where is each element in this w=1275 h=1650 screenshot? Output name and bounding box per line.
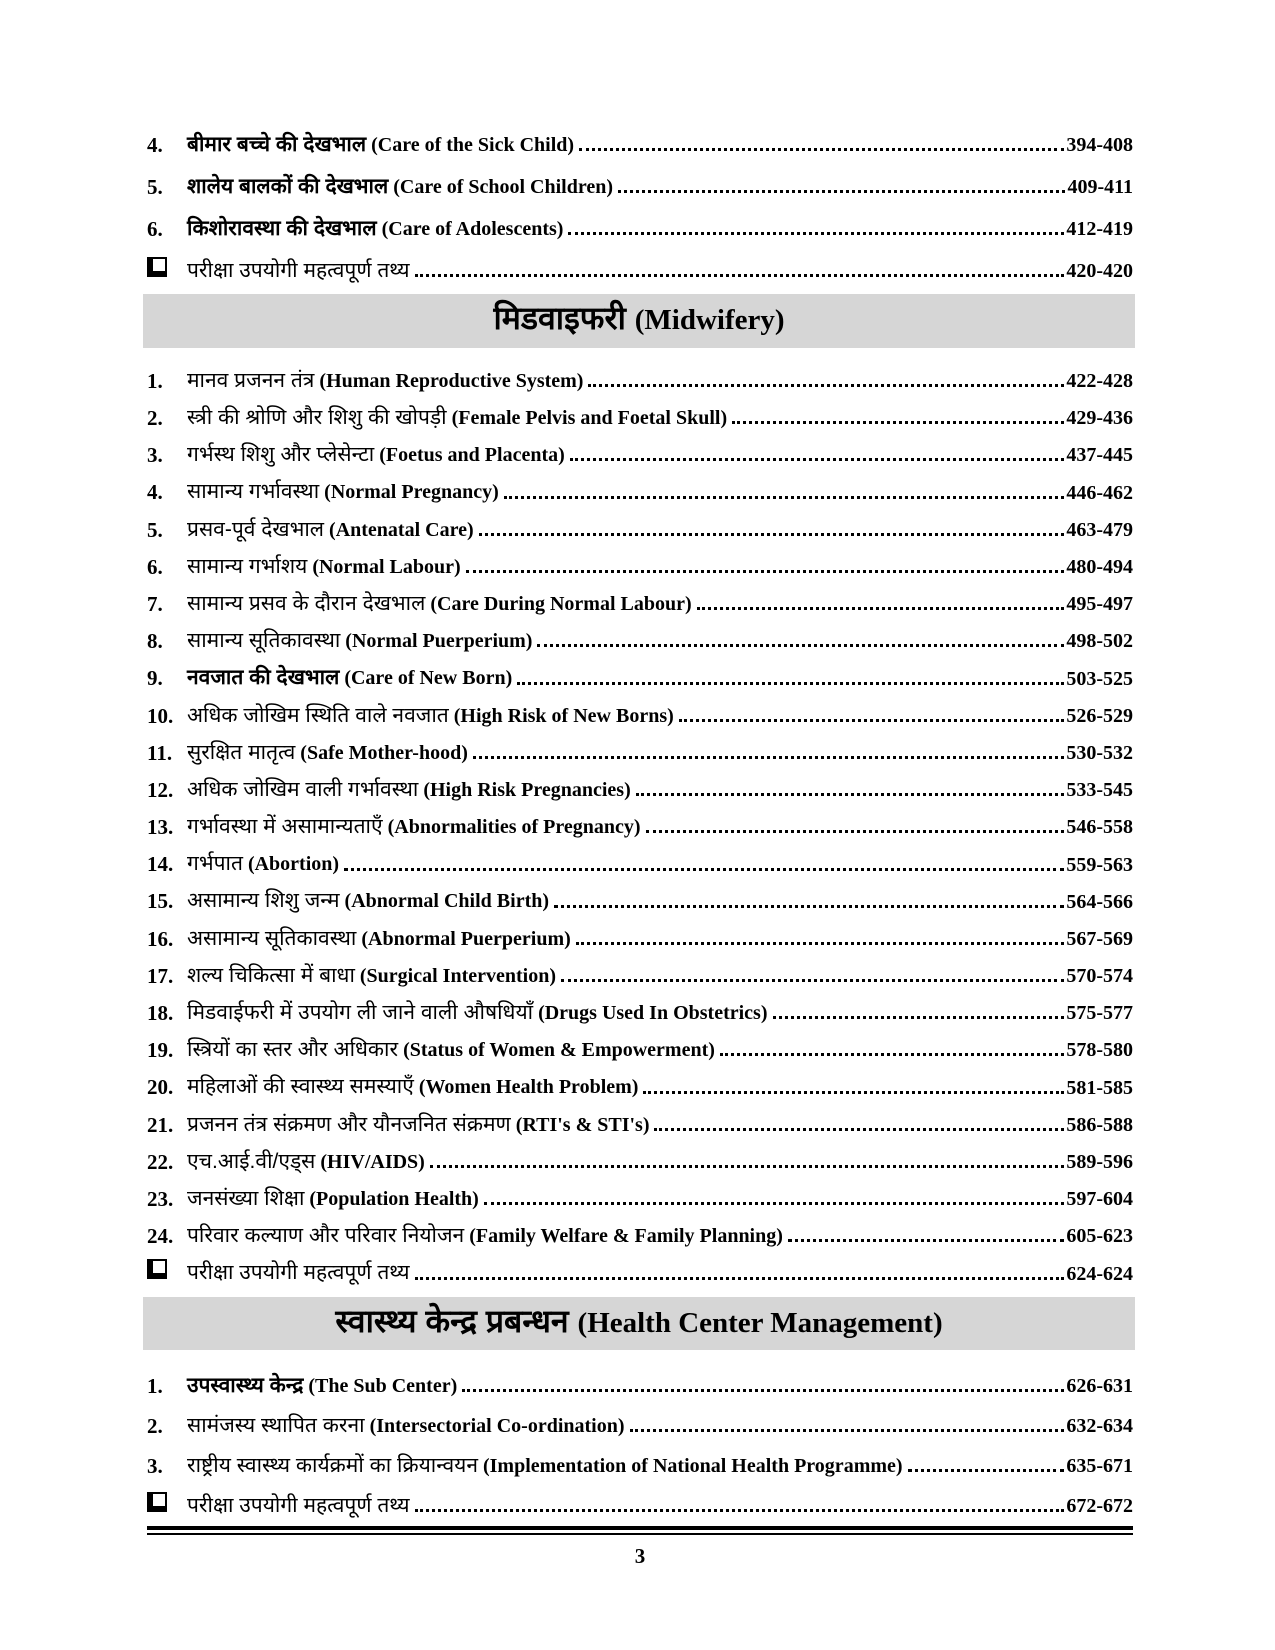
toc-item-title xyxy=(187,628,532,654)
page-range: 575-577 xyxy=(1066,1002,1133,1025)
toc-item-number: 4. xyxy=(147,132,163,157)
toc-item-title-hindi: सामान्य सूतिकावस्था xyxy=(187,629,341,653)
toc-item-title xyxy=(187,517,474,543)
dot-leader xyxy=(462,1389,1064,1392)
dot-leader xyxy=(570,458,1065,461)
toc-item-title xyxy=(187,777,631,803)
toc-row xyxy=(147,357,1133,394)
page-range: 495-497 xyxy=(1066,593,1133,616)
toc-item-title-hindi: गर्भस्थ शिशु और प्लेसेन्टा xyxy=(187,443,375,467)
toc-item-number: 2. xyxy=(147,1414,163,1439)
toc-row xyxy=(147,394,1133,431)
dot-leader xyxy=(568,232,1064,235)
toc-item-number: 18. xyxy=(147,1001,174,1026)
toc-item-title-english: (Surgical Intervention) xyxy=(354,964,556,987)
toc-item-title-english: (Implementation of National Health Programme) xyxy=(477,1455,903,1478)
dot-leader xyxy=(554,905,1064,908)
toc-item-title-hindi: बीमार बच्चे की देखभाल xyxy=(187,132,367,156)
toc-item-number: 24. xyxy=(147,1224,174,1249)
toc-item-title xyxy=(187,554,461,580)
page-range: 581-585 xyxy=(1066,1076,1133,1099)
toc-item-title-hindi: प्रसव-पूर्व देखभाल xyxy=(187,517,325,541)
toc-item-title-hindi: परीक्षा उपयोगी महत्वपूर्ण तथ्य xyxy=(187,258,410,282)
toc-item-title-english: (RTI's & STI's) xyxy=(510,1113,650,1136)
toc-item-title xyxy=(187,926,571,952)
toc-item-number: 20. xyxy=(147,1075,174,1100)
page-range: 420-420 xyxy=(1066,260,1133,282)
section-header-band xyxy=(143,1297,1135,1351)
dot-leader xyxy=(479,533,1065,536)
toc-row xyxy=(147,840,1133,877)
toc-row xyxy=(147,158,1133,200)
toc-item-title-english: (Status of Women & Empowerment) xyxy=(398,1039,715,1062)
page-range: 530-532 xyxy=(1066,741,1133,764)
toc-bullet-cell xyxy=(147,1492,187,1519)
dot-leader xyxy=(517,682,1064,685)
page-range: 526-529 xyxy=(1066,704,1133,727)
dot-leader xyxy=(473,756,1064,759)
toc-item-number: 21. xyxy=(147,1112,174,1137)
toc-row xyxy=(147,1026,1133,1063)
toc-item-title-english: (Drugs Used In Obstetrics) xyxy=(533,1002,768,1025)
page-range: 437-445 xyxy=(1066,444,1133,467)
toc-item-title xyxy=(187,1149,425,1175)
dot-leader xyxy=(537,644,1064,647)
toc-item-number: 2. xyxy=(147,406,163,431)
toc-section xyxy=(147,116,1133,284)
toc-item-title xyxy=(187,132,574,158)
toc-item-title-hindi: अधिक जोखिम वाली गर्भावस्था xyxy=(187,777,419,801)
page-range: 635-671 xyxy=(1066,1455,1133,1478)
toc-item-title xyxy=(187,851,339,877)
section-header-band xyxy=(143,294,1135,348)
toc-item-title-hindi: असामान्य सूतिकावस्था xyxy=(187,926,357,950)
toc-item-title-hindi: राष्ट्रीय स्वास्थ्य कार्यक्रमों का क्रियान्वयन xyxy=(187,1454,478,1478)
toc-item-title-hindi: किशोरावस्था की देखभाल xyxy=(187,216,377,240)
toc-row xyxy=(147,617,1133,654)
dot-leader xyxy=(732,421,1064,424)
toc-item-number: 3. xyxy=(147,1454,163,1479)
toc-item-number: 6. xyxy=(147,216,163,241)
toc-item-title xyxy=(187,405,727,431)
toc-item-title xyxy=(187,1223,783,1249)
page-range: 503-525 xyxy=(1066,667,1133,690)
toc-row xyxy=(147,468,1133,505)
checkbox-square-icon xyxy=(147,1492,167,1512)
toc-item-title-english: (HIV/AIDS) xyxy=(315,1150,425,1173)
toc-item-title-hindi: गर्भावस्था में असामान्यताएँ xyxy=(187,815,383,839)
dot-leader xyxy=(773,1016,1065,1019)
toc-row xyxy=(147,729,1133,766)
toc-item-number: 12. xyxy=(147,777,174,802)
toc-row xyxy=(147,1063,1133,1100)
toc-item-title-hindi: परीक्षा उपयोगी महत्वपूर्ण तथ्य xyxy=(187,1494,410,1518)
page-range: 446-462 xyxy=(1066,481,1133,504)
toc-item-title-english: (Intersectorial Co-ordination) xyxy=(364,1415,625,1438)
page-range: 570-574 xyxy=(1066,965,1133,988)
toc-row xyxy=(147,1212,1133,1249)
toc-item-title-english: (Care of School Children) xyxy=(388,175,614,198)
toc-item-title-hindi: शालेय बालकों की देखभाल xyxy=(187,174,389,198)
section-title-english: (Midwifery) xyxy=(634,304,785,336)
dot-leader xyxy=(654,1128,1064,1131)
toc-item-title xyxy=(187,814,641,840)
dot-leader xyxy=(697,607,1065,610)
toc-row xyxy=(147,1175,1133,1212)
toc-item-title-hindi: महिलाओं की स्वास्थ्य समस्याएँ xyxy=(187,1075,414,1099)
toc-item-title-english: (Women Health Problem) xyxy=(413,1076,639,1099)
toc-item-number: 10. xyxy=(147,703,174,728)
toc-item-number: 15. xyxy=(147,889,174,914)
toc-item-title xyxy=(187,740,468,766)
toc-item-title-english: (Care of New Born) xyxy=(339,667,513,690)
toc-item-title xyxy=(187,1112,649,1138)
toc-item-title-hindi: नवजात की देखभाल xyxy=(187,666,340,690)
toc-item-number: 3. xyxy=(147,443,163,468)
toc-item-title-hindi: मिडवाईफरी में उपयोग ली जाने वाली औषधियाँ xyxy=(187,1001,534,1025)
toc-item-number: 5. xyxy=(147,517,163,542)
toc-row xyxy=(147,1101,1133,1138)
toc-item-number: 7. xyxy=(147,591,163,616)
toc-item-number: 6. xyxy=(147,554,163,579)
toc-item-title xyxy=(187,1074,638,1100)
toc-item-title-english: (Population Health) xyxy=(304,1187,479,1210)
page-number: 3 xyxy=(634,1544,646,1569)
page-range: 480-494 xyxy=(1066,556,1133,579)
toc-item-title xyxy=(187,703,674,729)
toc-row xyxy=(147,803,1133,840)
dot-leader xyxy=(561,979,1064,982)
dot-leader xyxy=(618,190,1065,193)
dot-leader xyxy=(579,148,1064,151)
toc-item-title-hindi: सामान्य गर्भाशय xyxy=(187,554,308,578)
toc-item-title-hindi: एच.आई.वी/एड्स xyxy=(187,1149,316,1173)
dot-leader xyxy=(466,570,1065,573)
toc-item-title-english: (High Risk of New Borns) xyxy=(448,704,674,727)
page-range: 409-411 xyxy=(1067,176,1133,198)
toc-item-title xyxy=(187,258,410,284)
toc-item-title-english: (Abnormal Child Birth) xyxy=(339,890,550,913)
dot-leader xyxy=(588,384,1064,387)
page-range: 626-631 xyxy=(1066,1375,1133,1398)
toc-item-title-hindi: परीक्षा उपयोगी महत्वपूर्ण तथ्य xyxy=(187,1261,410,1285)
toc-content xyxy=(147,116,1133,1519)
dot-leader xyxy=(415,1277,1065,1280)
page-range: 533-545 xyxy=(1066,779,1133,802)
toc-item-title-hindi: मानव प्रजनन तंत्र xyxy=(187,368,315,392)
toc-row xyxy=(147,915,1133,952)
dot-leader xyxy=(788,1239,1064,1242)
toc-row xyxy=(147,654,1133,691)
toc-item-title-hindi: शल्य चिकित्सा में बाधा xyxy=(187,963,355,987)
page-range: 632-634 xyxy=(1066,1415,1133,1438)
dot-leader xyxy=(636,793,1065,796)
toc-row xyxy=(147,543,1133,580)
toc-row xyxy=(147,1479,1133,1519)
toc-item-title xyxy=(187,442,565,468)
page-range: 586-588 xyxy=(1066,1113,1133,1136)
toc-row xyxy=(147,878,1133,915)
toc-item-title xyxy=(187,479,499,505)
toc-item-title-english: (Family Welfare & Family Planning) xyxy=(464,1225,783,1248)
dot-leader xyxy=(430,1165,1064,1168)
dot-leader xyxy=(643,1091,1064,1094)
toc-item-title-english: (Normal Pregnancy) xyxy=(319,481,499,504)
toc-item-title-english: (Safe Mother-hood) xyxy=(295,741,468,764)
toc-item-title-english: (Abnormalities of Pregnancy) xyxy=(382,816,641,839)
toc-item-title xyxy=(187,1000,768,1026)
toc-item-title xyxy=(187,1453,903,1479)
toc-item-title-hindi: स्त्री की श्रोणि और शिशु की खोपड़ी xyxy=(187,406,447,430)
toc-item-title-english: (Care of the Sick Child) xyxy=(366,133,575,156)
toc-item-number: 1. xyxy=(147,368,163,393)
page-range: 463-479 xyxy=(1066,518,1133,541)
toc-item-title-english: (Normal Puerperium) xyxy=(340,630,533,653)
toc-item-title-hindi: सामंजस्य स्थापित करना xyxy=(187,1414,365,1438)
section-title-hindi: मिडवाइफरी xyxy=(493,300,635,336)
toc-item-title-hindi: सामान्य गर्भावस्था xyxy=(187,480,320,504)
toc-item-number: 13. xyxy=(147,815,174,840)
dot-leader xyxy=(720,1053,1064,1056)
toc-item-title xyxy=(187,1493,410,1519)
toc-item-title-hindi: जनसंख्या शिक्षा xyxy=(187,1186,305,1210)
toc-item-title-hindi: सुरक्षित मातृत्व xyxy=(187,740,296,764)
toc-item-title-english: (Normal Labour) xyxy=(307,555,461,578)
dot-leader xyxy=(646,830,1065,833)
toc-item-title xyxy=(187,216,563,242)
toc-item-number: 4. xyxy=(147,480,163,505)
toc-item-number: 23. xyxy=(147,1186,174,1211)
toc-item-number: 14. xyxy=(147,852,174,877)
page-range: 564-566 xyxy=(1066,890,1133,913)
toc-item-title xyxy=(187,1260,410,1286)
toc-section xyxy=(147,294,1133,1287)
toc-row xyxy=(147,692,1133,729)
toc-item-title-hindi: असामान्य शिशु जन्म xyxy=(187,889,340,913)
toc-item-title-english: (Care of Adolescents) xyxy=(376,217,564,240)
toc-item-title-english: (Antenatal Care) xyxy=(324,518,474,541)
toc-item-title-english: (Human Reproductive System) xyxy=(314,369,584,392)
toc-row xyxy=(147,116,1133,158)
toc-bullet-cell xyxy=(147,1259,187,1286)
toc-item-title xyxy=(187,368,583,394)
footer-rule xyxy=(147,1526,1133,1535)
page-range: 429-436 xyxy=(1066,407,1133,430)
toc-item-title-english: (The Sub Center) xyxy=(303,1375,458,1398)
toc-row xyxy=(147,952,1133,989)
dot-leader xyxy=(504,496,1065,499)
toc-item-number: 1. xyxy=(147,1374,163,1399)
page-range: 578-580 xyxy=(1066,1039,1133,1062)
toc-item-number: 5. xyxy=(147,174,163,199)
dot-leader xyxy=(415,1509,1065,1512)
toc-item-number: 19. xyxy=(147,1038,174,1063)
toc-item-title-hindi: गर्भपात xyxy=(187,852,243,876)
toc-item-number: 11. xyxy=(147,740,173,765)
toc-item-title-english: (Female Pelvis and Foetal Skull) xyxy=(446,407,728,430)
toc-item-title xyxy=(187,888,549,914)
toc-item-title-english: (Care During Normal Labour) xyxy=(425,592,692,615)
toc-item-title xyxy=(187,1373,457,1399)
checkbox-square-icon xyxy=(147,1259,167,1279)
page-range: 498-502 xyxy=(1066,630,1133,653)
dot-leader xyxy=(630,1429,1065,1432)
page-range: 422-428 xyxy=(1066,370,1133,393)
dot-leader xyxy=(576,942,1065,945)
toc-item-title-hindi: अधिक जोखिम स्थिति वाले नवजात xyxy=(187,703,449,727)
page-range: 559-563 xyxy=(1066,853,1133,876)
toc-item-number: 9. xyxy=(147,666,163,691)
toc-item-number: 8. xyxy=(147,629,163,654)
toc-row xyxy=(147,200,1133,242)
toc-item-title-english: (Foetus and Placenta) xyxy=(374,444,565,467)
page-range: 394-408 xyxy=(1066,134,1133,156)
toc-item-title-hindi: उपस्वास्थ्य केन्द्र xyxy=(187,1374,304,1398)
toc-row xyxy=(147,1399,1133,1439)
toc-item-title xyxy=(187,591,692,617)
toc-item-title xyxy=(187,1413,625,1439)
toc-item-number: 17. xyxy=(147,963,174,988)
toc-row xyxy=(147,766,1133,803)
toc-item-title-hindi: परिवार कल्याण और परिवार नियोजन xyxy=(187,1224,465,1248)
toc-item-title-english: (Abortion) xyxy=(242,853,340,876)
page-range: 624-624 xyxy=(1066,1262,1133,1285)
dot-leader xyxy=(484,1202,1064,1205)
toc-item-title-hindi: सामान्य प्रसव के दौरान देखभाल xyxy=(187,591,426,615)
toc-row xyxy=(147,989,1133,1026)
page-range: 567-569 xyxy=(1066,927,1133,950)
page-range: 412-419 xyxy=(1066,218,1133,240)
page-range: 546-558 xyxy=(1066,816,1133,839)
toc-row xyxy=(147,1359,1133,1399)
toc-section xyxy=(147,1297,1133,1520)
page-range: 589-596 xyxy=(1066,1151,1133,1174)
toc-row xyxy=(147,1439,1133,1479)
dot-leader xyxy=(679,719,1065,722)
dot-leader xyxy=(344,868,1064,871)
toc-row xyxy=(147,242,1133,284)
toc-row xyxy=(147,1138,1133,1175)
section-title-english: (Health Center Management) xyxy=(577,1306,943,1339)
section-title-hindi: स्वास्थ्य केन्द्र प्रबन्धन xyxy=(335,1302,578,1339)
toc-item-title xyxy=(187,963,556,989)
toc-item-title xyxy=(187,174,613,200)
toc-item-number: 16. xyxy=(147,926,174,951)
toc-row xyxy=(147,580,1133,617)
toc-item-number: 22. xyxy=(147,1149,174,1174)
dot-leader xyxy=(415,274,1065,277)
page-range: 597-604 xyxy=(1066,1188,1133,1211)
page-range: 605-623 xyxy=(1066,1225,1133,1248)
toc-item-title-english: (Abnormal Puerperium) xyxy=(356,927,571,950)
toc-item-title xyxy=(187,665,512,691)
toc-item-title-english: (High Risk Pregnancies) xyxy=(418,778,631,801)
toc-row xyxy=(147,431,1133,468)
toc-row xyxy=(147,506,1133,543)
toc-bullet-cell xyxy=(147,257,187,284)
toc-item-title-hindi: प्रजनन तंत्र संक्रमण और यौनजनित संक्रमण xyxy=(187,1112,511,1136)
toc-row xyxy=(147,1249,1133,1286)
toc-item-title-hindi: स्त्रियों का स्तर और अधिकार xyxy=(187,1038,399,1062)
page-range: 672-672 xyxy=(1066,1495,1133,1518)
toc-item-title xyxy=(187,1037,715,1063)
dot-leader xyxy=(908,1469,1065,1472)
checkbox-square-icon xyxy=(147,257,167,277)
toc-item-title xyxy=(187,1186,479,1212)
